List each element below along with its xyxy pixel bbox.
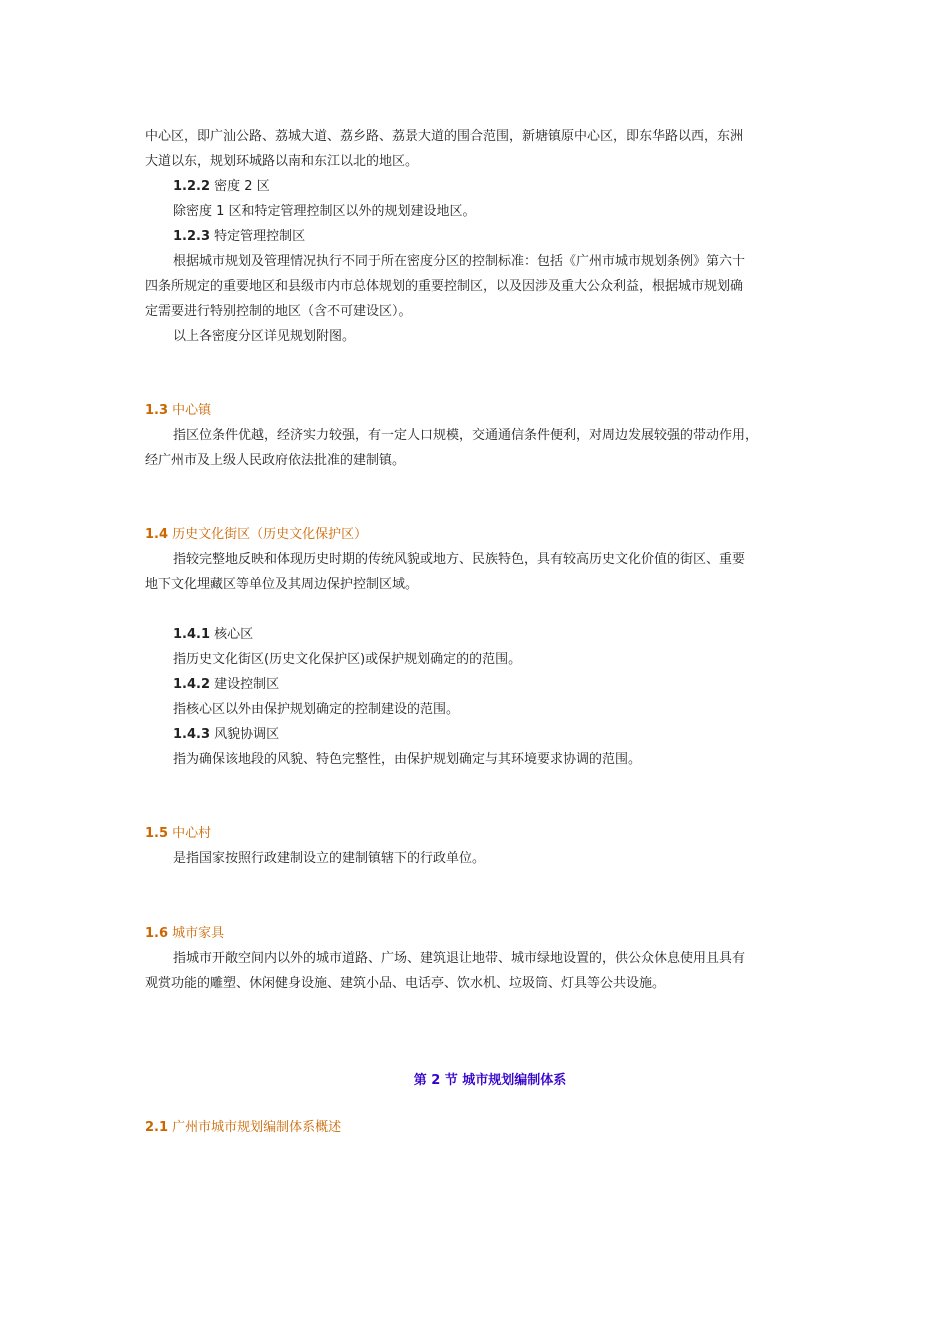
paragraph-line: 指较完整地反映和体现历史时期的传统风貌或地方、民族特色，具有较高历史文化价值的街区、重要 — [173, 552, 746, 567]
subheading-1-2-2 — [173, 178, 270, 196]
subheading-title: 密度 2 区 — [214, 179, 270, 194]
heading-title: 中心镇 — [172, 403, 212, 418]
heading-1-5 — [145, 825, 211, 843]
paragraph-line: 中心区，即广汕公路、荔城大道、荔乡路、荔景大道的围合范围，新塘镇原中心区，即东华路以西，东洲 — [145, 129, 744, 144]
paragraph-line: 除密度 1 区和特定管理控制区以外的规划建设地区。 — [173, 204, 476, 219]
heading-title: 广州市城市规划编制体系概述 — [172, 1120, 342, 1135]
paragraph-line: 根据城市规划及管理情况执行不同于所在密度分区的控制标准：包括《广州市城市规划条例》第六十 — [173, 254, 746, 269]
paragraph-line: 经广州市及上级人民政府依法批准的建制镇。 — [145, 453, 406, 468]
heading-title: 中心村 — [172, 826, 212, 841]
paragraph-line: 指历史文化街区(历史文化保护区)或保护规划确定的的范围。 — [173, 652, 522, 667]
paragraph-line: 是指国家按照行政建制设立的建制镇辖下的行政单位。 — [173, 851, 486, 866]
heading-title: 历史文化街区（历史文化保护区） — [172, 527, 368, 542]
subheading-1-4-1 — [173, 626, 253, 644]
subheading-number: 1.4.2 — [173, 677, 211, 692]
heading-1-6 — [145, 925, 224, 943]
paragraph-line: 指为确保该地段的风貌、特色完整性，由保护规划确定与其环境要求协调的范围。 — [173, 752, 642, 767]
subheading-1-2-3 — [173, 228, 305, 246]
heading-title: 城市家具 — [172, 926, 225, 941]
paragraph-line: 四条所规定的重要地区和县级市内市总体规划的重要控制区，以及因涉及重大公众利益，根据城市规划确 — [145, 279, 744, 294]
heading-2-1 — [145, 1119, 341, 1137]
paragraph-line: 以上各密度分区详见规划附图。 — [173, 329, 356, 344]
heading-number: 1.3 — [145, 403, 169, 418]
subheading-1-4-2 — [173, 676, 279, 694]
section-2-title: 第 2 节 城市规划编制体系 — [413, 1073, 567, 1088]
heading-number: 1.5 — [145, 826, 169, 841]
heading-1-4 — [145, 526, 367, 544]
paragraph-line: 大道以东，规划环城路以南和东江以北的地区。 — [145, 154, 419, 169]
subheading-number: 1.4.3 — [173, 727, 211, 742]
subheading-title: 建设控制区 — [214, 677, 280, 692]
paragraph-line: 定需要进行特别控制的地区（含不可建设区）。 — [145, 304, 412, 319]
heading-1-3 — [145, 402, 211, 420]
subheading-title: 特定管理控制区 — [214, 229, 306, 244]
subheading-title: 核心区 — [214, 627, 254, 642]
subheading-number: 1.4.1 — [173, 627, 211, 642]
heading-number: 1.6 — [145, 926, 169, 941]
subheading-number: 1.2.3 — [173, 229, 211, 244]
paragraph-line: 指核心区以外由保护规划确定的控制建设的范围。 — [173, 702, 460, 717]
paragraph-line: 指区位条件优越，经济实力较强，有一定人口规模，交通通信条件便利，对周边发展较强的带动作用， — [173, 428, 759, 443]
heading-number: 2.1 — [145, 1120, 169, 1135]
subheading-1-4-3 — [173, 726, 279, 744]
subheading-title: 风貌协调区 — [214, 727, 280, 742]
paragraph-line: 指城市开敞空间内以外的城市道路、广场、建筑退让地带、城市绿地设置的，供公众休息使用且具有 — [173, 951, 746, 966]
subheading-number: 1.2.2 — [173, 179, 211, 194]
paragraph-line: 地下文化埋藏区等单位及其周边保护控制区域。 — [145, 577, 419, 592]
heading-number: 1.4 — [145, 527, 169, 542]
paragraph-line: 观赏功能的雕塑、休闲健身设施、建筑小品、电话亭、饮水机、垃圾筒、灯具等公共设施。 — [145, 976, 666, 991]
